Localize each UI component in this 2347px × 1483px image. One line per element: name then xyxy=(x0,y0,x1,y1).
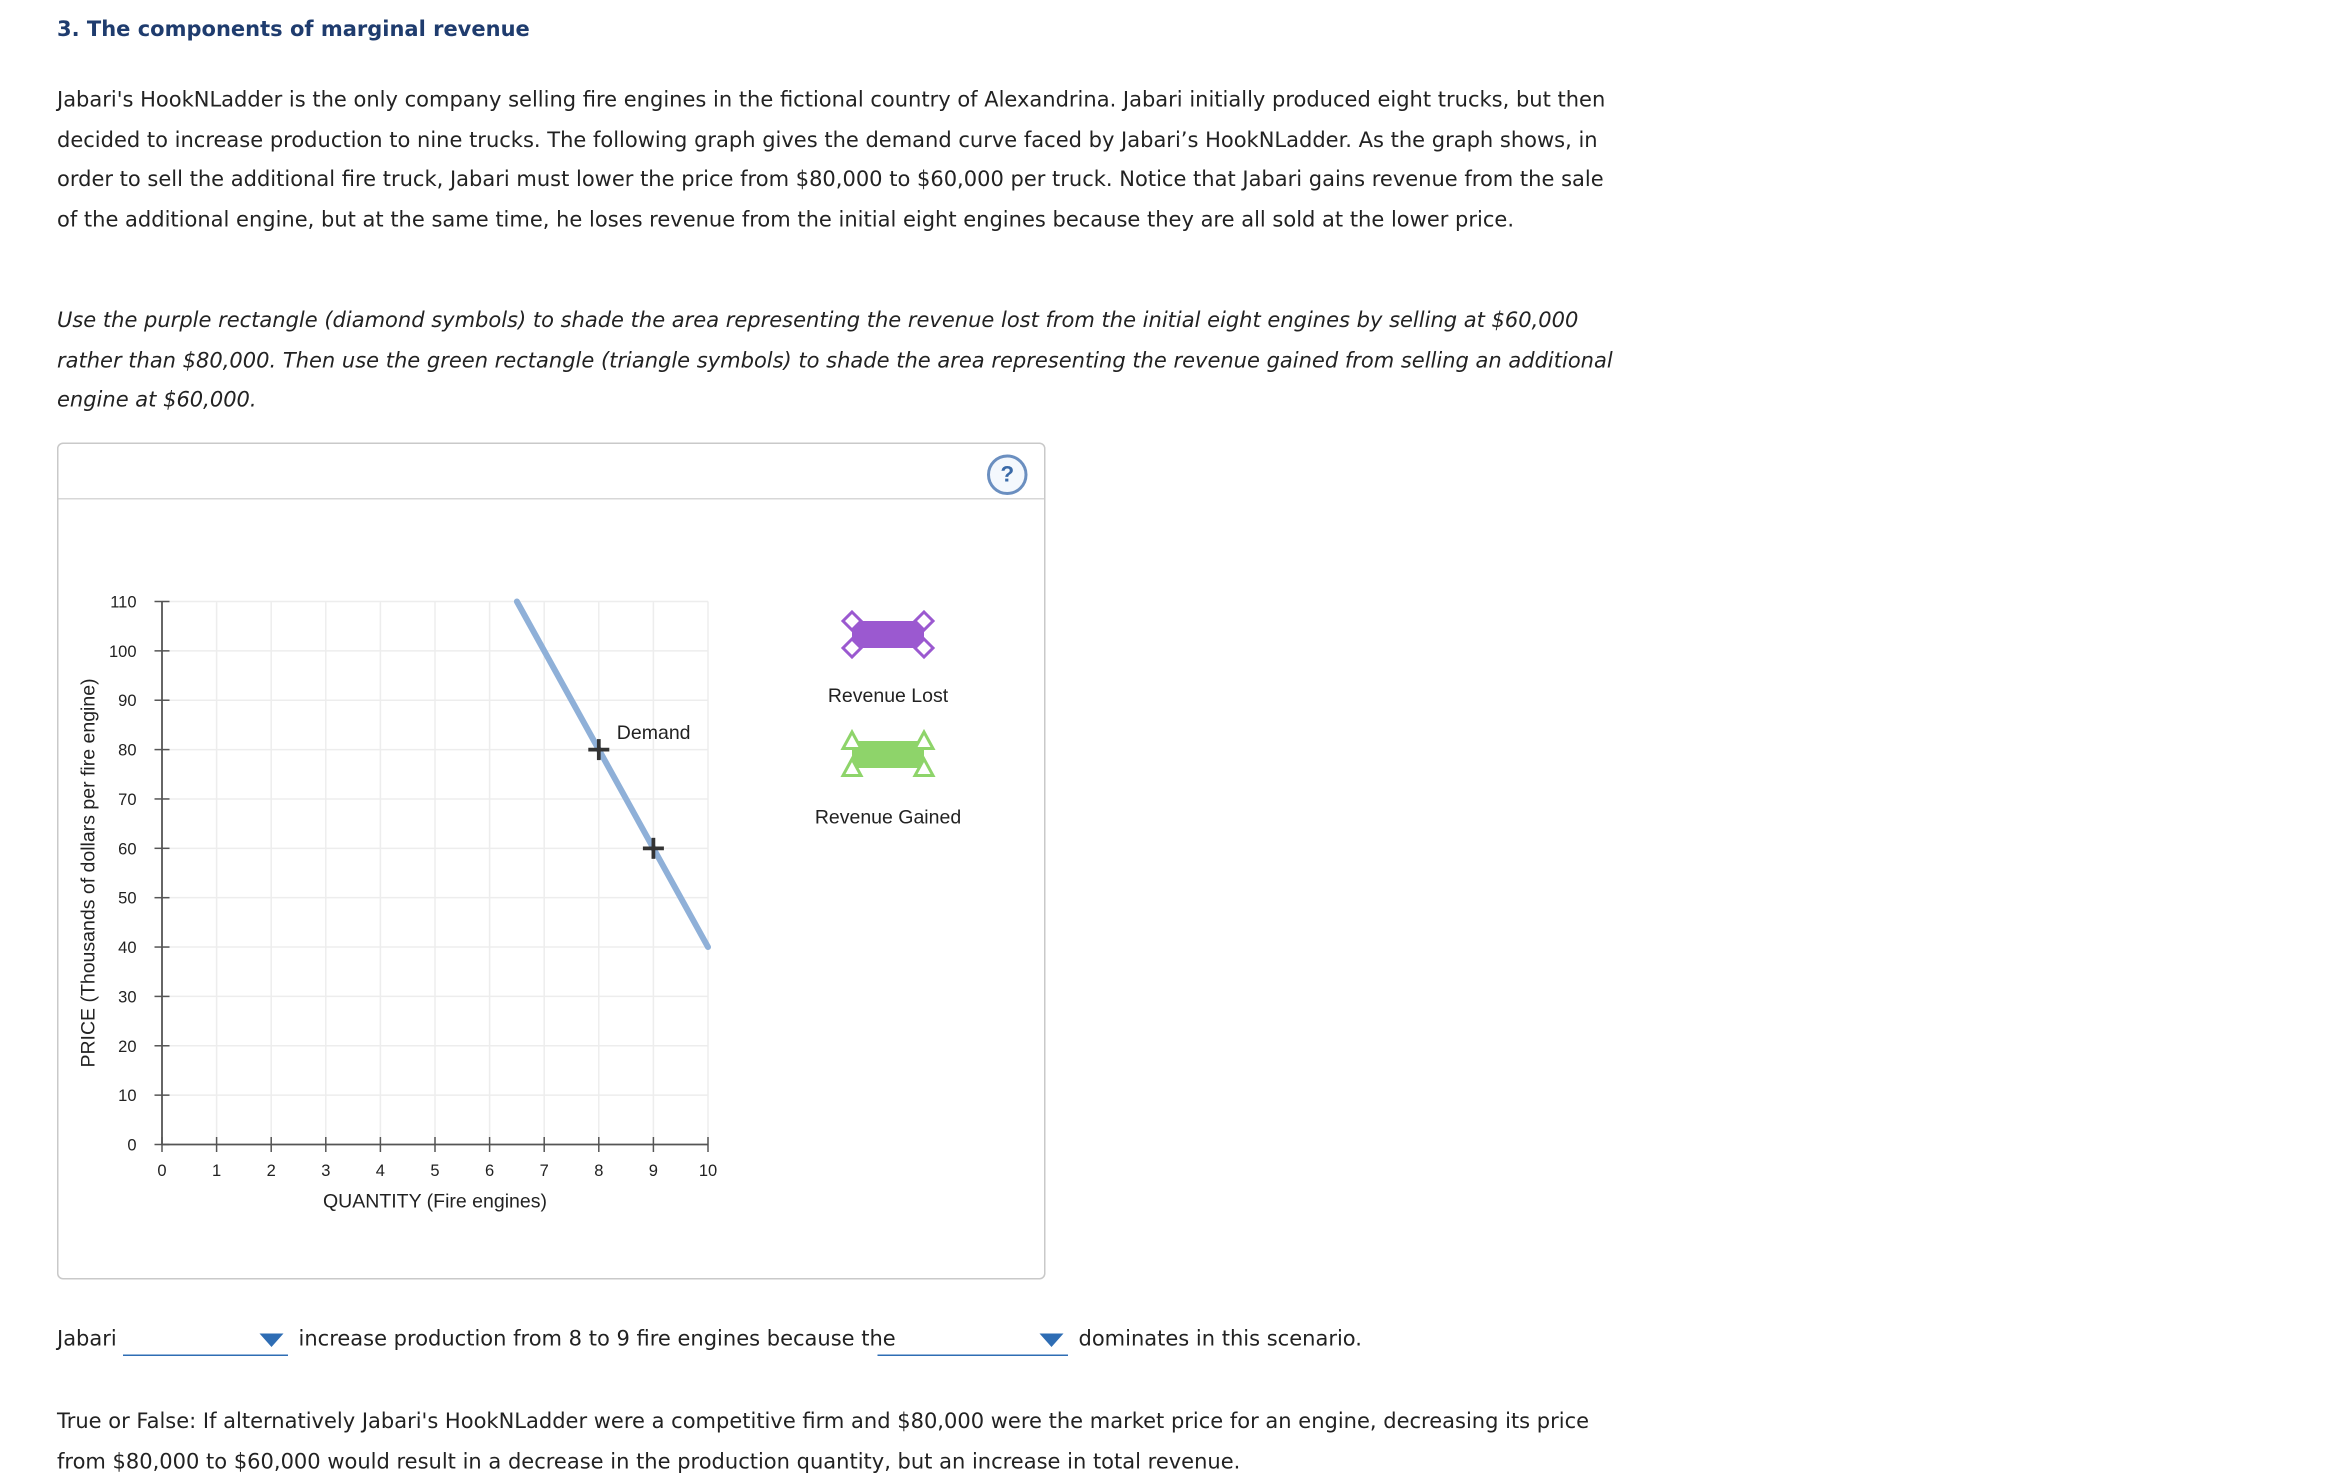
triangle-handle-icon xyxy=(915,732,933,749)
section-heading: 3. The components of marginal revenue xyxy=(57,18,530,42)
instruction-paragraph: Use the purple rectangle (diamond symbols) to shade the area representing the revenue lost from the initial eight engines by selling at $60,000 rather than $80,000. Then use the green rectangle (triangle symbols) to shade the area representing the revenue gained from selling an additional engine at $60,000. xyxy=(57,309,1613,414)
revenue-gained-tool[interactable] xyxy=(815,732,961,829)
y-tick-label: 20 xyxy=(118,1037,137,1056)
x-tick-label: 5 xyxy=(430,1162,440,1180)
y-tick-label: 70 xyxy=(118,790,137,809)
decision-dropdown[interactable] xyxy=(123,1325,288,1357)
y-tick-label: 60 xyxy=(118,840,137,859)
x-tick-label: 4 xyxy=(375,1162,385,1180)
dropdown-arrow-icon xyxy=(260,1334,284,1348)
x-axis-ticks xyxy=(157,1137,717,1180)
demand-series xyxy=(517,602,708,948)
x-tick-label: 8 xyxy=(594,1162,604,1180)
y-tick-label: 90 xyxy=(118,692,137,711)
intro-paragraph: Jabari's HookNLadder is the only company selling fire engines in the fictional country of Alexandrina. Jabari initially produced eight trucks, but then decided to increase production to nine trucks. The following graph gives the demand curve faced by Jabari’s HookNLadder. As the graph shows, in order to sell the additional fire truck, Jabari must lower the price from $80,000 to $60,000 per truck. Notice that Jabari gains revenue from the sale of the additional engine, but at the same time, he loses revenue from the initial eight engines because they are all sold at the lower price. xyxy=(57,88,1606,233)
revenue-lost-tool[interactable] xyxy=(828,612,949,707)
y-axis-ticks xyxy=(109,594,170,1155)
dropdown-arrow-icon xyxy=(1040,1334,1064,1348)
demand-graph[interactable] xyxy=(59,444,1045,1278)
y-tick-label: 10 xyxy=(118,1087,137,1106)
question-row xyxy=(57,1325,1707,1361)
x-tick-label: 7 xyxy=(539,1162,549,1180)
y-tick-label: 100 xyxy=(108,642,137,661)
help-icon[interactable]: ? xyxy=(987,455,1028,496)
y-tick-label: 0 xyxy=(127,1136,137,1155)
x-tick-label: 9 xyxy=(648,1162,658,1180)
y-tick-label: 80 xyxy=(118,741,137,760)
x-tick-label: 0 xyxy=(157,1162,167,1180)
question-suffix: dominates in this scenario. xyxy=(1078,1327,1362,1352)
chart-grid xyxy=(162,602,708,1145)
x-tick-label: 1 xyxy=(212,1162,222,1180)
question-prefix: Jabari xyxy=(57,1327,117,1352)
y-tick-label: 30 xyxy=(118,988,137,1007)
shape-palette xyxy=(815,612,961,829)
x-tick-label: 6 xyxy=(485,1162,495,1180)
y-tick-label: 40 xyxy=(118,939,137,958)
effect-dropdown[interactable] xyxy=(878,1325,1069,1357)
x-tick-label: 3 xyxy=(321,1162,331,1180)
tool-rectangle[interactable] xyxy=(852,741,924,768)
x-tick-label: 10 xyxy=(698,1162,718,1180)
x-tick-label: 2 xyxy=(266,1162,276,1180)
demand-curve-line[interactable] xyxy=(517,602,708,948)
tool-label: Revenue Gained xyxy=(814,806,962,829)
y-axis-label: PRICE (Thousands of dollars per fire engine) xyxy=(77,678,100,1068)
demand-curve-label: Demand xyxy=(616,722,691,745)
y-tick-label: 110 xyxy=(110,593,137,612)
x-axis-label: QUANTITY (Fire engines) xyxy=(323,1190,547,1213)
true-false-paragraph: True or False: If alternatively Jabari's HookNLadder were a competitive firm and $80,000 were the market price for an engine, decreasing its price from $80,000 to $60,000 would result in a decrease in the production quantity, but an increase in total revenue. xyxy=(57,1410,1590,1475)
question-middle: increase production from 8 to 9 fire engines because the xyxy=(298,1327,896,1352)
tool-rectangle[interactable] xyxy=(852,621,924,648)
tool-label: Revenue Lost xyxy=(827,685,949,707)
triangle-handle-icon xyxy=(843,732,861,749)
y-tick-label: 50 xyxy=(118,889,137,908)
graph-panel xyxy=(57,443,1046,1280)
